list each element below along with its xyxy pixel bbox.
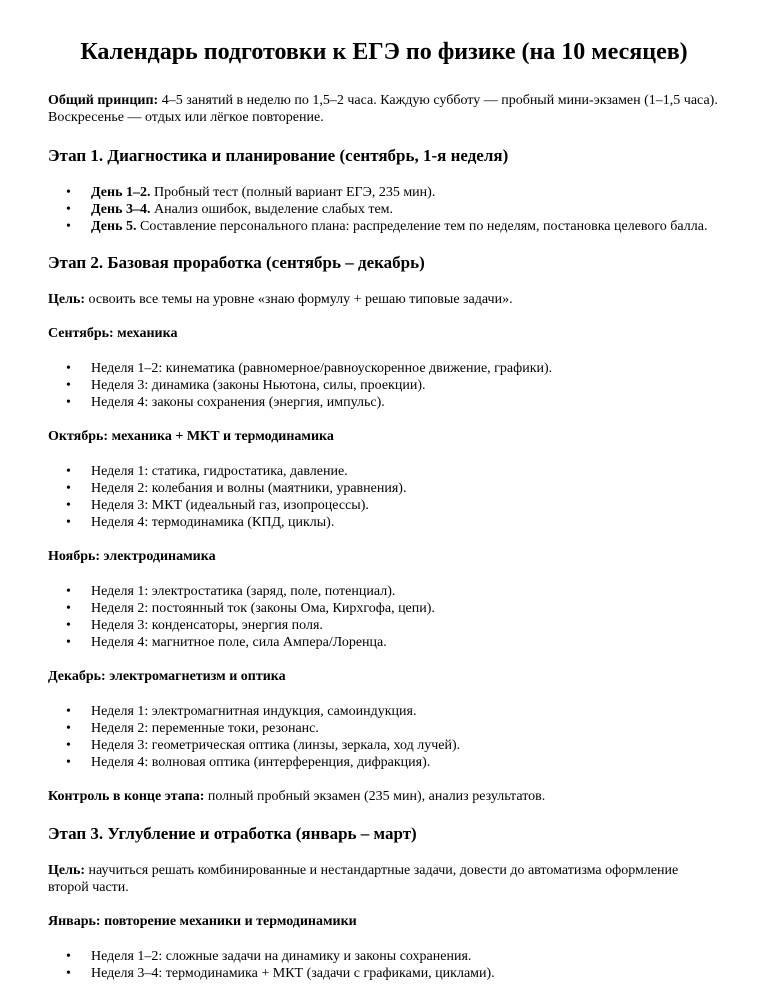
- list-item: [91, 201, 720, 218]
- month-october-list: [48, 463, 720, 531]
- list-item: • Неделя 3: динамика (законы Ньютона, силы, проекции).: [91, 377, 720, 394]
- list-item: • Неделя 1–2: кинематика (равномерное/равноускоренное движение, графики).: [91, 360, 720, 377]
- stage-2-goal: [48, 291, 720, 308]
- general-principle-label: Общий принцип:: [48, 93, 159, 108]
- list-item: • Неделя 3: МКТ (идеальный газ, изопроцессы).: [91, 497, 720, 514]
- list-item: • Неделя 3: конденсаторы, энергия поля.: [91, 617, 720, 634]
- month-october-title: Октябрь: механика + МКТ и термодинамика: [48, 429, 334, 444]
- list-item: • Неделя 4: термодинамика (КПД, циклы).: [91, 514, 720, 531]
- item-label: День 1–2.: [91, 185, 151, 200]
- month-november-title: Ноябрь: электродинамика: [48, 549, 216, 564]
- stage-2-heading: Этап 2. Базовая проработка (сентябрь – декабрь): [48, 253, 425, 272]
- list-item: • Неделя 4: магнитное поле, сила Ампера/Лоренца.: [91, 634, 720, 651]
- item-text: Анализ ошибок, выделение слабых тем.: [150, 202, 394, 217]
- month-january-title: Январь: повторение механики и термодинамики: [48, 914, 357, 929]
- item-text: Пробный тест (полный вариант ЕГЭ, 235 мин).: [150, 185, 436, 200]
- goal-text: научиться решать комбинированные и нестандартные задачи, довести до автоматизма оформление второй части.: [48, 863, 679, 895]
- month-january-list: [48, 948, 720, 982]
- stage-3-goal: [48, 862, 720, 896]
- month-december-list: [48, 703, 720, 771]
- list-item: • Неделя 3: геометрическая оптика (линзы, зеркала, ход лучей).: [91, 737, 720, 754]
- list-item: • Неделя 4: волновая оптика (интерференция, дифракция).: [91, 754, 720, 771]
- item-text: Составление персонального плана: распределение тем по неделям, постановка целевого балла.: [136, 219, 708, 234]
- item-label: День 5.: [91, 219, 137, 234]
- stage-1-list: [48, 184, 720, 235]
- general-principle: [48, 92, 720, 126]
- month-september-list: [48, 360, 720, 411]
- goal-label: Цель:: [48, 292, 86, 307]
- general-principle-text: 4–5 занятий в неделю по 1,5–2 часа. Каждую субботу — пробный мини-экзамен (1–1,5 часа). Воскресенье — отдых или лёгкое повторение.: [48, 93, 718, 125]
- item-label: День 3–4.: [91, 202, 151, 217]
- list-item: • Неделя 2: переменные токи, резонанс.: [91, 720, 720, 737]
- list-item: • Неделя 4: законы сохранения (энергия, импульс).: [91, 394, 720, 411]
- stage-3-heading: Этап 3. Углубление и отработка (январь – март): [48, 824, 417, 843]
- goal-label: Цель:: [48, 863, 86, 878]
- list-item: [91, 218, 720, 235]
- list-item: • Неделя 3–4: термодинамика + МКТ (задачи с графиками, циклами).: [91, 965, 720, 982]
- control-text: полный пробный экзамен (235 мин), анализ результатов.: [204, 789, 546, 804]
- month-november-list: [48, 583, 720, 651]
- month-september-title: Сентябрь: механика: [48, 326, 178, 341]
- list-item: • Неделя 2: постоянный ток (законы Ома, Кирхгофа, цепи).: [91, 600, 720, 617]
- list-item: • Неделя 1: электростатика (заряд, поле, потенциал).: [91, 583, 720, 600]
- goal-text: освоить все темы на уровне «знаю формулу + решаю типовые задачи».: [85, 292, 513, 307]
- stage-1-heading: Этап 1. Диагностика и планирование (сентябрь, 1-я неделя): [48, 146, 509, 165]
- list-item: • Неделя 1: статика, гидростатика, давление.: [91, 463, 720, 480]
- control-label: Контроль в конце этапа:: [48, 789, 205, 804]
- document-title: Календарь подготовки к ЕГЭ по физике (на 10 месяцев): [80, 39, 688, 65]
- list-item: • Неделя 2: колебания и волны (маятники, уравнения).: [91, 480, 720, 497]
- list-item: • Неделя 1–2: сложные задачи на динамику и законы сохранения.: [91, 948, 720, 965]
- month-december-title: Декабрь: электромагнетизм и оптика: [48, 669, 286, 684]
- stage-2-control: [48, 788, 720, 805]
- list-item: [91, 184, 720, 201]
- list-item: • Неделя 1: электромагнитная индукция, самоиндукция.: [91, 703, 720, 720]
